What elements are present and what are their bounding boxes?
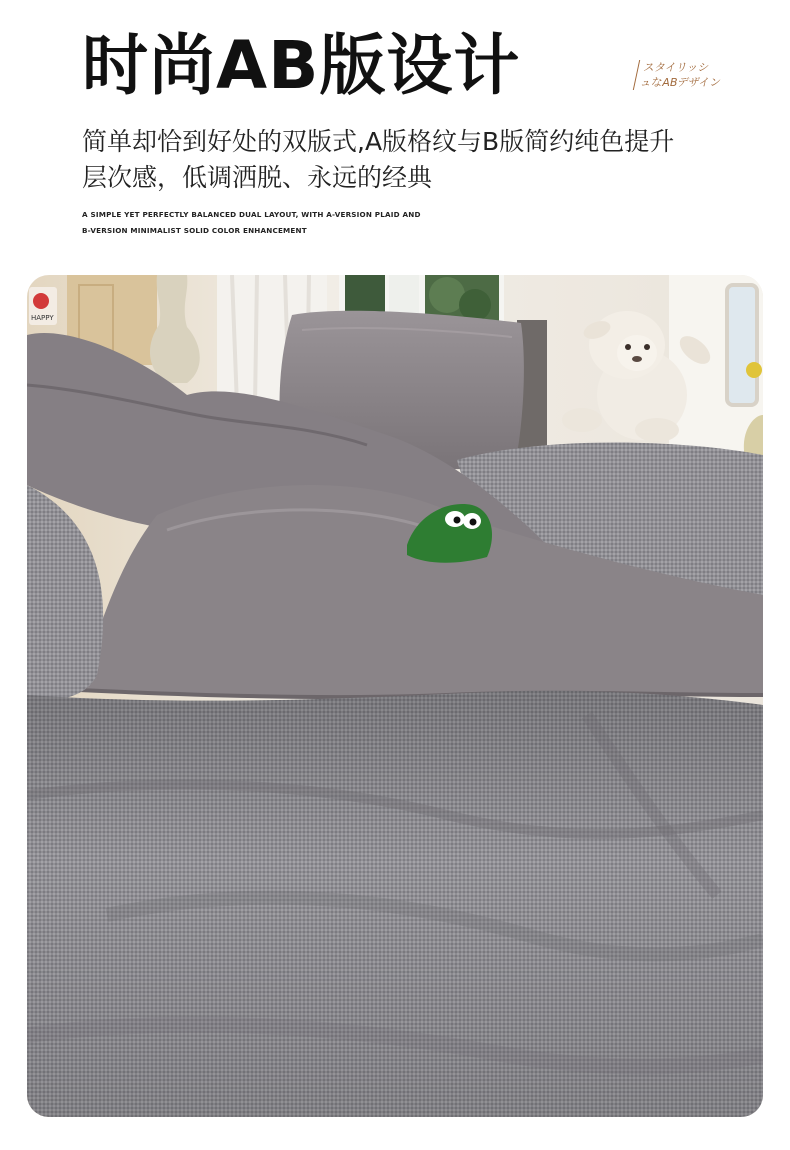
bedding-photo-illustration xyxy=(27,275,763,1117)
japanese-tagline-line: ュなABデザイン xyxy=(639,76,723,89)
english-caption-line: A SIMPLE YET PERFECTLY BALANCED DUAL LAYOUT, WITH A-VERSION PLAID AND xyxy=(82,210,421,219)
english-caption-line: B-VERSION MINIMALIST SOLID COLOR ENHANCEMENT xyxy=(82,226,307,235)
mug-icon xyxy=(29,287,57,325)
description-line: 简单却恰到好处的双版式,A版格纹与B版简约纯色提升 xyxy=(82,127,675,156)
bedding-photo xyxy=(27,275,763,1117)
english-caption xyxy=(82,207,602,239)
japanese-tagline xyxy=(633,60,726,90)
mug-label: HAPPY xyxy=(31,314,54,322)
description xyxy=(82,124,742,196)
japanese-tagline-line: スタイリッシ xyxy=(642,61,711,74)
description-line: 层次感，低调洒脱、永远的经典 xyxy=(82,163,433,192)
page-title: 时尚AB版设计 xyxy=(82,27,521,104)
